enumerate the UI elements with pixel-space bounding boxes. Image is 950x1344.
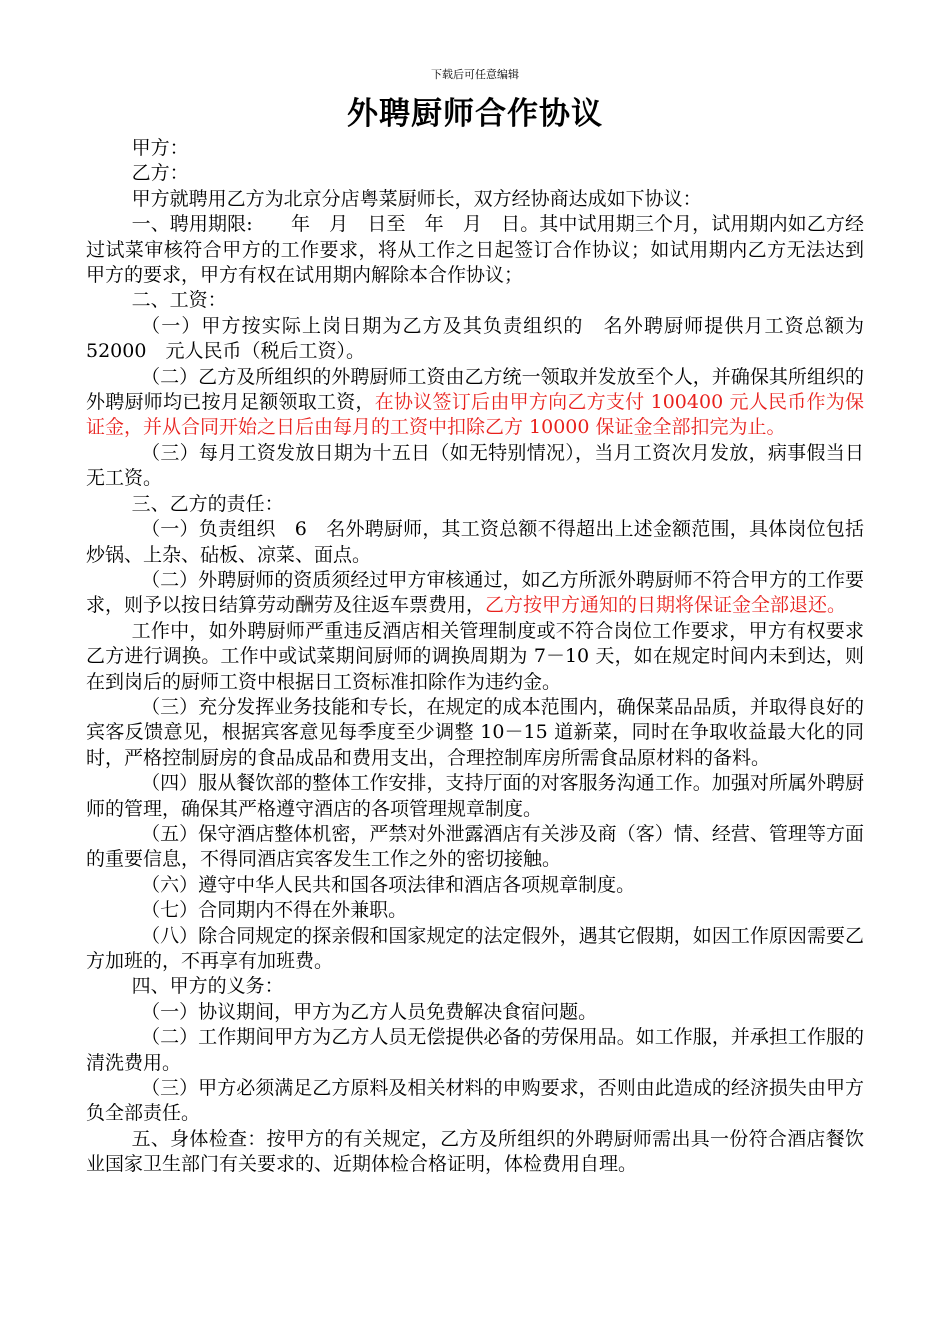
paragraph-text: （二）外聘厨师的资质须经过甲方审核通过，如乙方所派外聘厨师不符合甲方的工作要求，则予以按日结算劳动酬劳及往返车票费用， [86,568,864,617]
paragraph-text: （七）合同期内不得在外兼职。 [141,899,408,922]
paragraph-text: （六）遵守中华人民共和国各项法律和酒店各项规章制度。 [141,873,636,896]
paragraph-text: （三）每月工资发放日期为十五日（如无特别情况），当月工资次月发放，病事假当日无工资。 [86,441,864,490]
paragraph [86,898,864,923]
paragraph [86,187,864,212]
paragraph-text: （二）乙方及所组织的外聘厨师工资由乙方统一领取并发放至个人，并确保其所组织的外聘厨师均已按月足额领取工资， [86,365,864,414]
paragraph-text: （二）工作期间甲方为乙方人员无偿提供必备的劳保用品。如工作服，并承担工作服的清洗费用。 [86,1026,864,1074]
paragraph-text: 乙方： [131,162,189,185]
paragraph [86,212,864,288]
paragraph [86,974,864,999]
paragraph-text: （三）甲方必须满足乙方原料及相关材料的申购要求，否则由此造成的经济损失由甲方负全部责任。 [86,1077,864,1125]
paragraph [86,136,864,161]
paragraph-text: （三）充分发挥业务技能和专长，在规定的成本范围内，确保菜品品质，并取得良好的宾客反馈意见，根据宾客意见每季度至少调整 10－15 道新菜，同时在争取收益最大化的同时，严格控制厨房的食品成品和费用支出，合理控制库房所需食品原材料的备料。 [86,695,864,769]
paragraph [86,695,864,771]
paragraph [86,1076,864,1127]
paragraph-text: 甲方就聘用乙方为北京分店粤菜厨师长，双方经协商达成如下协议： [131,187,702,210]
paragraph [86,517,864,568]
paragraph [86,822,864,873]
paragraph [86,492,864,517]
paragraph-text: （一）甲方按实际上岗日期为乙方及其负责组织的 名外聘厨师提供月工资总额为 52000 元人民币（税后工资）。 [86,314,864,363]
document-title: 外聘厨师合作协议 [347,96,603,132]
paragraph-text: 一、聘用期限: 年 月 日至 年 月 日。其中试用期三个月，试用期内如乙方经过试菜审核符合甲方的工作要求，将从工作之日起签订合作协议；如试用期内乙方无法达到甲方的要求，甲方有权在试用期内解除本合作协议； [86,213,864,287]
paragraph-text: 四、甲方的义务： [131,975,284,998]
paragraph [86,771,864,822]
paragraph [86,1025,864,1076]
paragraph-text: 三、乙方的责任： [131,492,284,515]
paragraph [86,288,864,313]
paragraph [86,873,864,898]
paragraph-text: （一）协议期间，甲方为乙方人员免费解决食宿问题。 [141,1000,598,1023]
document-body [86,136,864,1178]
paragraph-text: （八）除合同规定的探亲假和国家规定的法定假外，遇其它假期，如因工作原因需要乙方加班的，不再享有加班费。 [86,924,864,972]
paragraph [86,1000,864,1025]
highlighted-text: 在协议签订后由甲方向乙方支付 100400 元人民币作为保证金，并从合同开始之日后由每月的工资中扣除乙方 10000 保证金全部扣完为止。 [86,391,864,439]
paragraph-text: （四）服从餐饮部的整体工作安排，支持厅面的对客服务沟通工作。加强对所属外聘厨师的管理，确保其严格遵守酒店的各项管理规章制度。 [86,772,864,820]
paragraph [86,161,864,186]
paragraph [86,1127,864,1178]
paragraph-text: 甲方： [131,137,189,159]
paragraph-text: （一）负责组织 6 名外聘厨师，其工资总额不得超出上述金额范围，具体岗位包括炒锅、上杂、砧板、凉菜、面点。 [86,518,864,566]
paragraph-text: 五、身体检查：按甲方的有关规定，乙方及所组织的外聘厨师需出具一份符合酒店餐饮业国家卫生部门有关要求的、近期体检合格证明，体检费用自理。 [86,1127,864,1176]
paragraph [86,568,864,619]
paragraph [86,441,864,492]
paragraph [86,314,864,365]
paragraph [86,924,864,975]
highlighted-text: 乙方按甲方通知的日期将保证金全部退还。 [485,594,847,617]
paragraph [86,619,864,695]
paragraph-text: （五）保守酒店整体机密，严禁对外泄露酒店有关涉及商（客）情、经营、管理等方面的重要信息，不得同酒店宾客发生工作之外的密切接触。 [86,822,864,871]
page-header: 下载后可任意编辑 [431,68,519,81]
paragraph [86,365,864,441]
paragraph-text: 二、工资： [131,289,227,312]
paragraph-text: 工作中，如外聘厨师严重违反酒店相关管理制度或不符合岗位工作要求，甲方有权要求乙方进行调换。工作中或试菜期间厨师的调换周期为 7－10 天，如在规定时间内未到达，则在到岗后的厨师工资中根据日工资标准扣除作为违约金。 [86,619,864,693]
